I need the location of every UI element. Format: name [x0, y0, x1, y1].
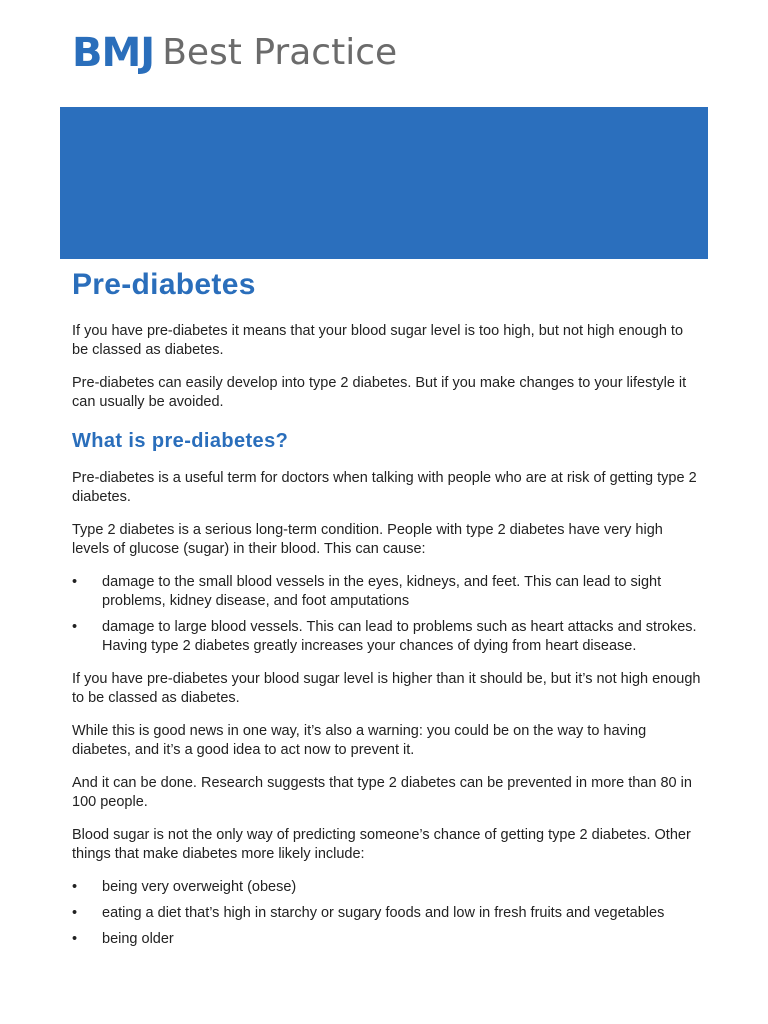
logo-product-text: Best Practice [162, 32, 398, 73]
body-paragraph: Blood sugar is not the only way of predicting someone’s chance of getting type 2 diabetes. Other things that make diabetes more likely include: [72, 827, 691, 862]
page-title: Pre-diabetes [72, 268, 256, 301]
list-item-text: being very overweight (obese) [102, 879, 297, 895]
bullet-icon: • [72, 905, 78, 921]
bullet-list [72, 573, 702, 656]
list-item-text: being older [102, 931, 174, 947]
bullet-icon: • [72, 931, 78, 947]
list-item-text: damage to the small blood vessels in the eyes, kidneys, and feet. This can lead to sight problems, kidney disease, and foot amputations [102, 574, 662, 609]
body-paragraph: Type 2 diabetes is a serious long-term condition. People with type 2 diabetes have very high levels of glucose (sugar) in their blood. This can cause: [72, 522, 663, 557]
body-paragraph: And it can be done. Research suggests that type 2 diabetes can be prevented in more than 80 in 100 people. [72, 775, 692, 810]
section-heading: What is pre-diabetes? [72, 430, 289, 452]
list-item [72, 930, 702, 949]
bullet-icon: • [72, 619, 78, 635]
list-item-text: eating a diet that’s high in starchy or sugary foods and low in fresh fruits and vegetables [102, 905, 665, 921]
bullet-list [72, 878, 702, 949]
body-paragraph: While this is good news in one way, it’s also a warning: you could be on the way to having diabetes, and it’s a good idea to act now to prevent it. [72, 723, 647, 758]
list-item [72, 573, 702, 611]
list-item-text: damage to large blood vessels. This can lead to problems such as heart attacks and strokes. Having type 2 diabetes greatly increases your chances of dying from heart disease. [102, 619, 697, 654]
body-paragraph: Pre-diabetes is a useful term for doctors when talking with people who are at risk of getting type 2 diabetes. [72, 470, 697, 505]
bullet-icon: • [72, 879, 78, 895]
intro-paragraph: Pre-diabetes can easily develop into type 2 diabetes. But if you make changes to your lifestyle it can usually be avoided. [72, 375, 687, 410]
list-item [72, 878, 702, 897]
list-item [72, 904, 702, 923]
list-item [72, 618, 702, 656]
article-body [72, 262, 702, 963]
logo-bmj-text: BMJ [72, 30, 155, 76]
bullet-icon: • [72, 574, 78, 590]
body-paragraph: If you have pre-diabetes your blood sugar level is higher than it should be, but it’s not high enough to be classed as diabetes. [72, 671, 701, 706]
intro-paragraph: If you have pre-diabetes it means that your blood sugar level is too high, but not high enough to be classed as diabetes. [72, 323, 684, 358]
header-banner [60, 107, 708, 259]
bmj-best-practice-logo [72, 28, 397, 78]
